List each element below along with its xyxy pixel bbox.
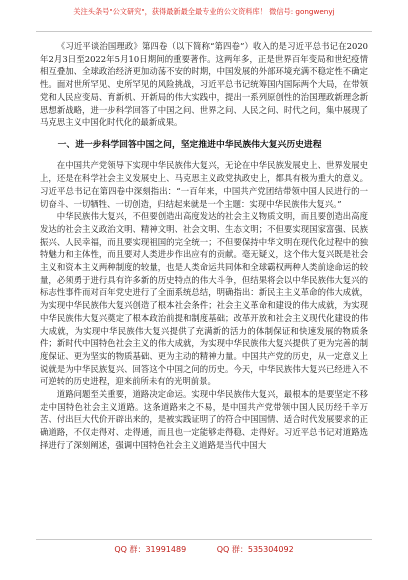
qq-group-1: QQ 群：31991489 [114, 545, 187, 554]
body-paragraph: 在中国共产党领导下实现中华民族伟大复兴，无论在中华民族发展史上、世界发展史上，还是在科学社会主义发展史上、马克思主义政党执政史上，都具有极为重大的意义。习近平总书记在第四卷中深刻指出：“一百年来，中国共产党团结带领中国人民进行的一切奋斗、一切牺牲、一切创造，归结起来就是一个主题：实现中华民族伟大复兴。” [40, 160, 368, 209]
intro-paragraph: 《习近平谈治国理政》第四卷（以下简称“第四卷”）收入的是习近平总书记在2020年2月3日至2022年5月10日期间的重要著作。这两年多，正是世界百年变局和世纪疫情相互叠加、全球政治经济更加动荡不安的时期，中国发展的外部环境充满不稳定性不确定性。面对世所罕见、史所罕见的风险挑战，习近平总书记统筹国内国际两个大局，在带领党和人民应变局、育新机、开新局的伟大实践中，提出一系列原创性的治国理政新理念新思想新战略，进一步科学回答了中国之问、世界之问、人民之问、时代之问，集中展现了马克思主义中国化时代化的最新成果。 [40, 41, 368, 128]
section-heading: 一、进一步科学回答中国之问，坚定推进中华民族伟大复兴历史进程 [57, 139, 322, 150]
header-divider [36, 31, 372, 32]
qq-group-2: QQ 群：535304092 [216, 545, 294, 554]
body-paragraph: 中华民族伟大复兴，不但要创造出高度发达的社会主义物质文明，而且要创造出高度发达的社会主义政治文明、精神文明、社会文明、生态文明；不但要实现国家富强、民族振兴、人民幸福，而且要实现祖国的完全统一；不但要保持中华文明在现代化过程中的独特魅力和主体性，而且要对人类进步作出应有的贡献。毫无疑义，这个伟大复兴既是社会主义和资本主义两种制度的较量，也是人类命运共同体和全球霸权两种人类前途命运的较量，必须勇于进行具有许多新的历史特点的伟大斗争，但结果将会以中华民族伟大复兴的标志性事件而对百年党史进行了全面系统总结，明确指出：新民主主义革命的伟大成就，为实现中华民族伟大复兴创造了根本社会条件；社会主义革命和建设的伟大成就，为实现中华民族伟大复兴奠定了根本政治前提和制度基础；改革开放和社会主义现代化建设的伟大成就，为实现中华民族伟大复兴提供了充满新的活力的体制保证和快速发展的物质条件；新时代中国特色社会主义的伟大成就，为实现中华民族伟大复兴提供了更为完善的制度保证、更为坚实的物质基础、更为主动的精神力量。中国共产党的历史，从一定意义上说就是为中华民族复兴、回答这个中国之问的历史。今天，中华民族伟大复兴已经进入不可逆转的历史进程，迎来前所未有的光明前景。 [40, 211, 368, 387]
article-body [40, 40, 368, 452]
footer-divider [36, 539, 372, 540]
body-paragraph: 道路问题至关重要，道路决定命运。实现中华民族伟大复兴，最根本的是要坚定不移走中国特色社会主义道路。这条道路来之不易，是中国共产党带领中国人民历经千辛万苦、付出巨大代价开辟出来的，是被实践证明了的符合中国国情、适合时代发展要求的正确道路，不仅走得对、走得通，而且也一定能够走得稳、走得好。习近平总书记对道路选择进行了深刻阐述，强调中国特色社会主义道路是当代中国大 [40, 389, 368, 450]
footer [0, 543, 408, 557]
banner-line: 关注头条号"公文研究"，获得最新最全最专业的公文资料库！ 微信号: gongwenyj [73, 7, 335, 16]
